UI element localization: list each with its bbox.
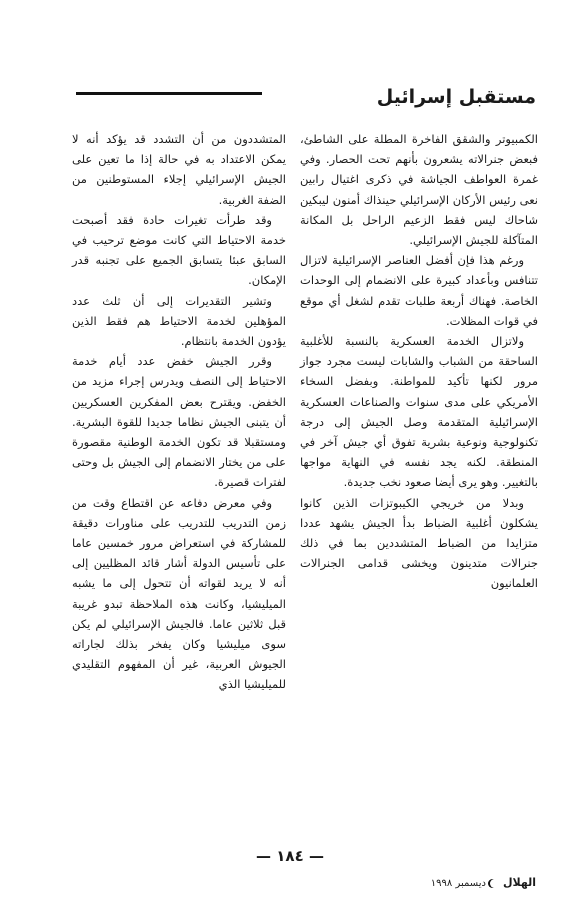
paragraph: وبدلا من خريجي الكيبوتزات الذين كانوا يشكلون أغلبية الضباط بدأ الجيش يشهد عددا متزايدا من الضباط المتشددين بما في ذلك جنرالات متدينون ويخشى قدامى الجنرالات العلمانيون <box>300 495 538 591</box>
paragraph: الكمبيوتر والشقق الفاخرة المطلة على الشاطئ، فبعض جنرالاته يشعرون بأنهم تحت الحصار. وفي غمرة العواطف الجياشة في ذكرى اغتيال رابين نعى رئيس الأركان الإسرائيلي حينذاك أمنون ليبكين شاحاك ليس فقط الزعيم الراحل بل المكانة المتآكلة للجيش الإسرائيلي. <box>300 132 538 248</box>
paragraph: ورغم هذا فإن أفضل العناصر الإسرائيلية لاتزال تتنافس وبأعداد كبيرة على الانضمام إلى الوحدات الخاصة. فهناك أربعة طلبات تقدم لشغل أي موقع في قوات المظلات. <box>300 253 538 328</box>
crescent-icon <box>490 879 499 888</box>
paragraph: ولاتزال الخدمة العسكرية بالنسبة للأغلبية الساحقة من الشباب والشابات ليست مجرد جواز مرور لكنها تأكيد للمواطنة. وبفضل السخاء الأمريكي على مدى سنوات والصناعات العسكرية الإسرائيلية المتقدمة وصل الجيش إلى درجة تكنولوجية ونوعية بشرية تفوق أي جيش آخر في المنطقة. لكنه يجد نفسه في النهاية مواجها بالتغيير. وهو يرى أيضا صعود نخب جديدة. <box>300 334 538 490</box>
issue-date: ديسمبر ١٩٩٨ <box>430 878 486 889</box>
heading-rule <box>76 92 262 95</box>
page-number: — ١٨٤ — <box>256 847 324 865</box>
paragraph: وقد طرأت تغيرات حادة فقد أصبحت خدمة الاحتياط التي كانت موضع ترحيب في السابق عبئا يتسابق الجميع على تجنبه قدر الإمكان. <box>72 212 286 288</box>
text-column-left <box>72 129 286 695</box>
magazine-name: الهلال <box>502 876 536 889</box>
paragraph: المتشددون من أن التشدد قد يؤكد أنه لا يمكن الاعتداد به في حالة إذا ما تعين على الجيش الإسرائيلي إجلاء المستوطنين من الضفة الغربية. <box>72 132 286 207</box>
text-column-right <box>300 129 538 594</box>
article-title: مستقبل إسرائيل <box>376 86 536 108</box>
paragraph: وقرر الجيش خفض عدد أيام خدمة الاحتياط إلى النصف ويدرس إجراء مزيد من الخفض. ويقترح بعض المفكرين العسكريين أن يتبنى الجيش نظاما جديدا للقوة البشرية. ومستقبلا قد تكون الخدمة الوطنية مقصورة على من يختار الانضمام إلى الجيش بل وحتى لفترات قصيرة. <box>72 354 286 490</box>
paragraph: وفي معرض دفاعه عن اقتطاع وقت من زمن التدريب للتدريب على مناورات دقيقة للمشاركة في استعراض مرور خمسين عاما على تأسيس الدولة أشار قائد المظليين إلى أنه لا يريد لقواته أن تتحول إلى ما يشبه الميليشيا، وكانت هذه الملاحظة تبدو غريبة قبل ثلاثين عاما. فالجيش الإسرائيلي لم يكن سوى ميليشيا وكان يفخر بذلك لجاراته الجيوش العربية، غير أن المفهوم التقليدي للميليشيا الذي <box>72 495 286 692</box>
footer-issue <box>431 876 536 889</box>
paragraph: وتشير التقديرات إلى أن ثلث عدد المؤهلين لخدمة الاحتياط هم فقط الذين يؤدون الخدمة بانتظام. <box>72 293 286 349</box>
